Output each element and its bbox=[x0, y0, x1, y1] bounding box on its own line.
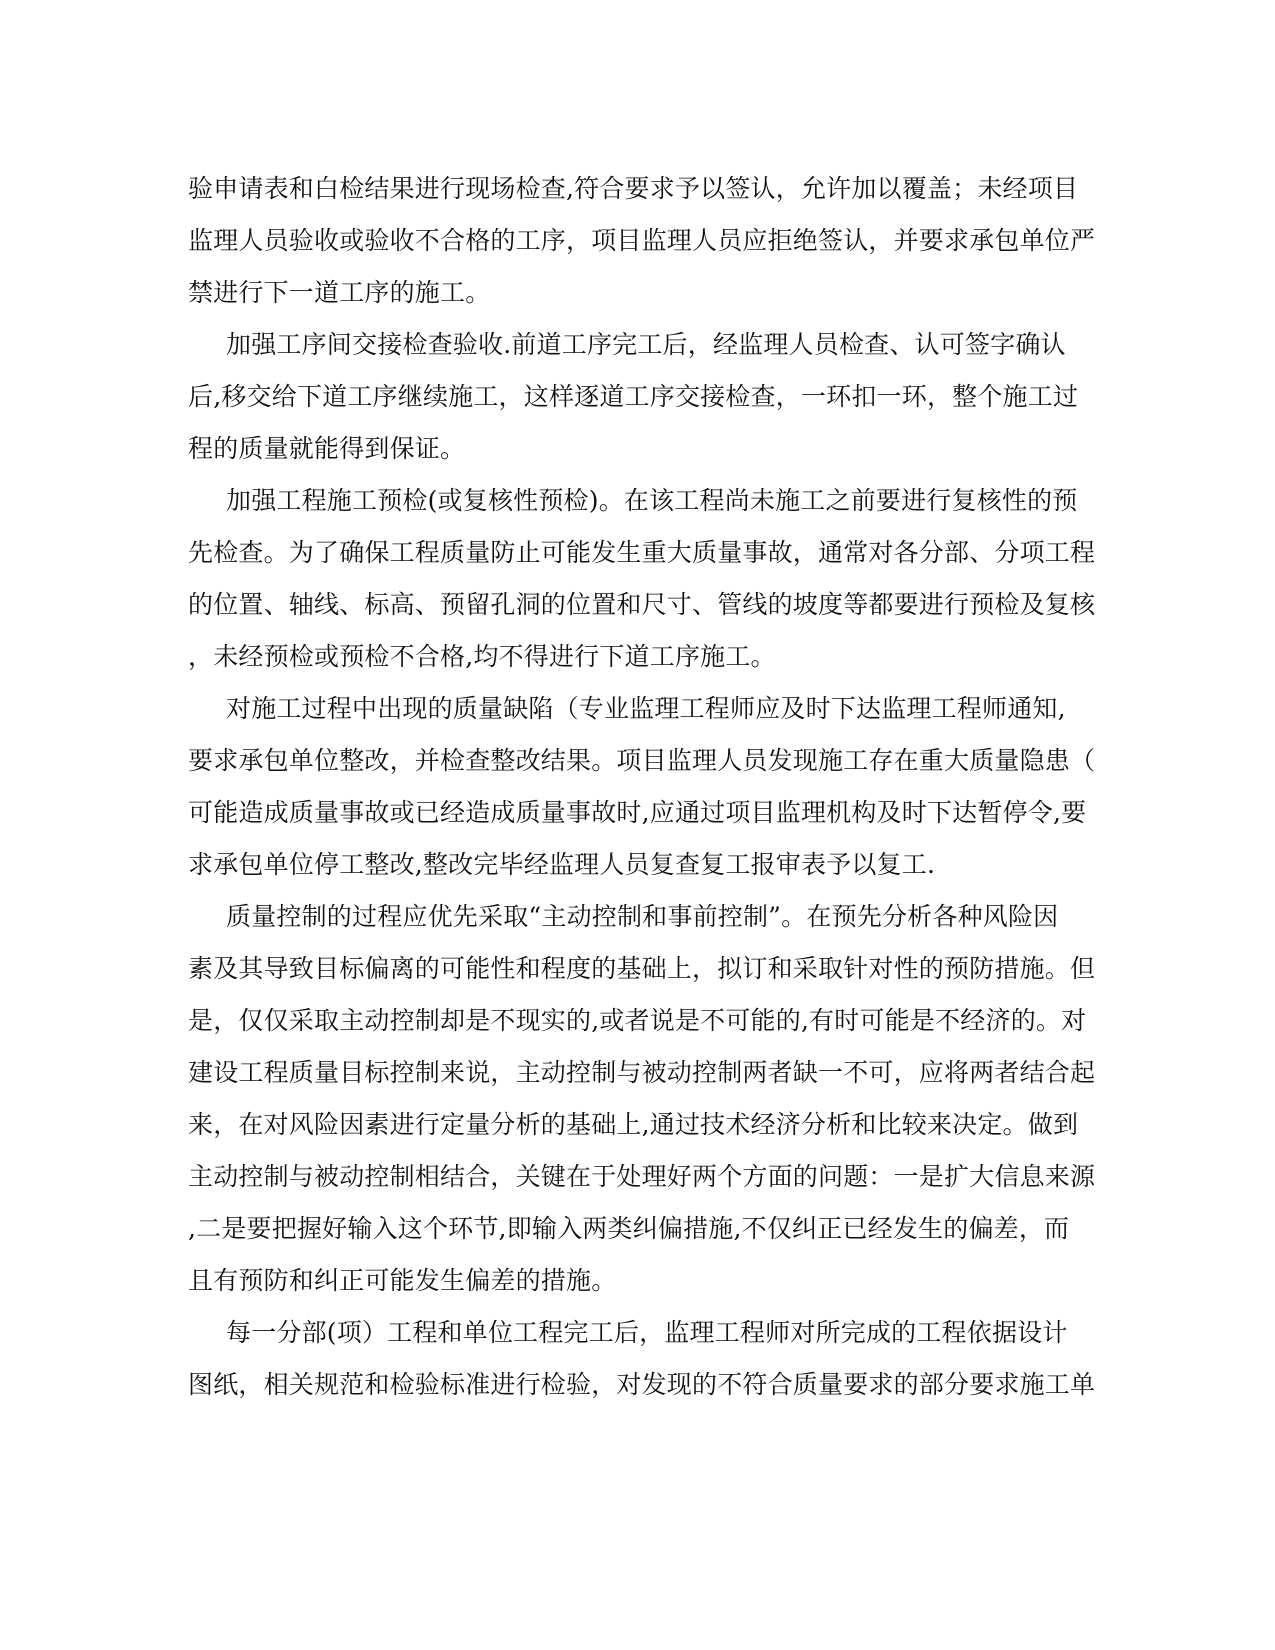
text-line-2: 监理人员验收或验收不合格的工序，项目监理人员应拒绝签认，并要求承包单位严 bbox=[188, 226, 1096, 255]
text-line-22: 且有预防和纠正可能发生偏差的措施。 bbox=[188, 1266, 617, 1295]
text-line-6: 程的质量就能得到保证。 bbox=[188, 434, 466, 463]
text-line-14: 求承包单位停工整改,整改完毕经监理人员复查复工报审表予以复工. bbox=[188, 850, 936, 879]
text-line-13: 可能造成质量事故或已经造成质量事故时,应通过项目监理机构及时下达暂停令,要 bbox=[188, 798, 1087, 827]
text-line-15: 质量控制的过程应优先采取“主动控制和事前控制”。在预先分析各种风险因 bbox=[226, 902, 1059, 931]
text-line-4: 加强工序间交接检查验收.前道工序完工后，经监理人员检查、认可签字确认 bbox=[226, 330, 1066, 359]
text-line-16: 素及其导致目标偏离的可能性和程度的基础上，拟订和采取针对性的预防措施。但 bbox=[188, 954, 1096, 983]
text-line-17: 是，仅仅采取主动控制却是不现实的,或者说是不可能的,有时可能是不经济的。对 bbox=[188, 1006, 1087, 1035]
text-line-11: 对施工过程中出现的质量缺陷（专业监理工程师应及时下达监理工程师通知, bbox=[226, 694, 1066, 723]
text-line-23: 每一分部(项）工程和单位工程完工后，监理工程师对所完成的工程依据设计 bbox=[226, 1318, 1068, 1347]
text-line-5: 后,移交给下道工序继续施工，这样逐道工序交接检查，一环扣一环，整个施工过 bbox=[188, 382, 1079, 411]
text-line-12: 要求承包单位整改，并检查整改结果。项目监理人员发现施工存在重大质量隐患（ bbox=[188, 746, 1096, 775]
text-line-21: ,二是要把握好输入这个环节,即输入两类纠偏措施,不仅纠正已经发生的偏差，而 bbox=[188, 1214, 1070, 1243]
text-line-19: 来，在对风险因素进行定量分析的基础上,通过技术经济分析和比较来决定。做到 bbox=[188, 1110, 1079, 1139]
text-line-8: 先检查。为了确保工程质量防止可能发生重大质量事故，通常对各分部、分项工程 bbox=[188, 538, 1096, 567]
text-line-1: 验申请表和白检结果进行现场检查,符合要求予以签认，允许加以覆盖；未经项目 bbox=[188, 174, 1079, 203]
text-line-3: 禁进行下一道工序的施工。 bbox=[188, 278, 491, 307]
text-line-18: 建设工程质量目标控制来说，主动控制与被动控制两者缺一不可，应将两者结合起 bbox=[188, 1058, 1096, 1087]
text-line-10: ，未经预检或预检不合格,均不得进行下道工序施工。 bbox=[188, 642, 776, 671]
text-line-7: 加强工程施工预检(或复核性预检)。在该工程尚未施工之前要进行复核性的预 bbox=[226, 486, 1078, 515]
text-line-9: 的位置、轴线、标高、预留孔洞的位置和尺寸、管线的坡度等都要进行预检及复核 bbox=[188, 590, 1096, 619]
text-line-20: 主动控制与被动控制相结合，关键在于处理好两个方面的问题：一是扩大信息来源 bbox=[188, 1162, 1096, 1191]
text-line-24: 图纸，相关规范和检验标准进行检验，对发现的不符合质量要求的部分要求施工单 bbox=[188, 1370, 1096, 1399]
